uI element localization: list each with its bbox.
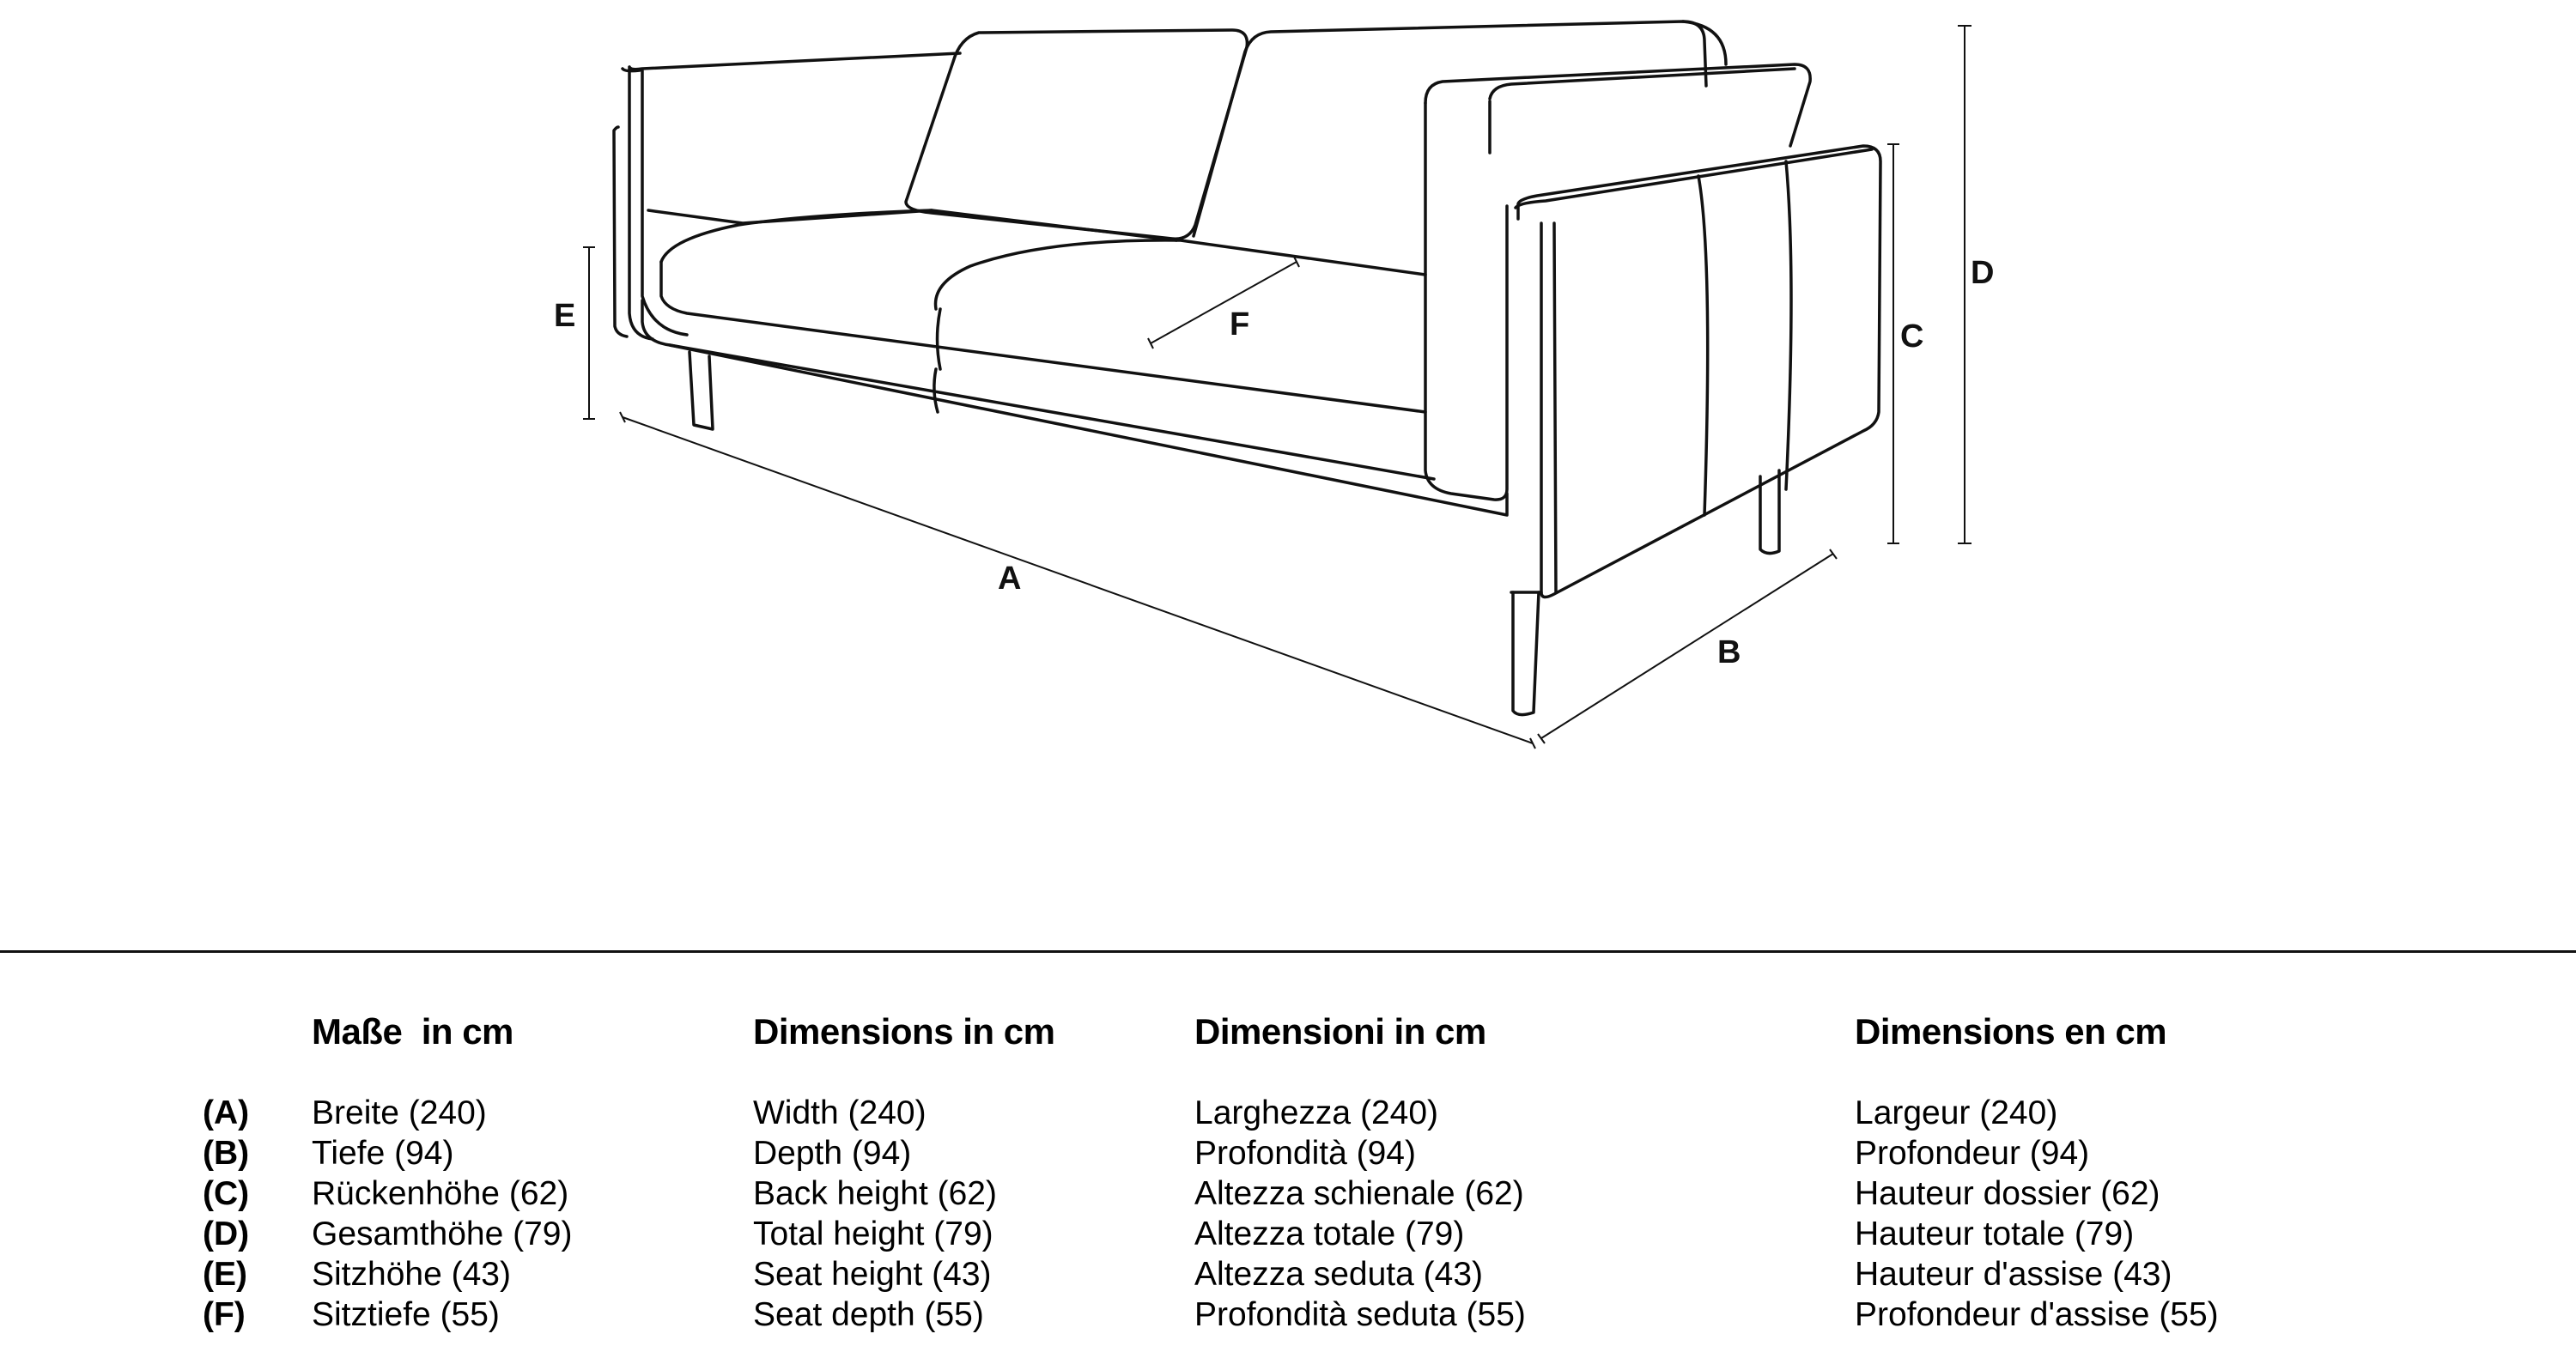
- heading-german: Maße in cm: [312, 1011, 513, 1052]
- legend-item: Hauteur dossier (62): [1855, 1175, 2160, 1212]
- heading-french: Dimensions en cm: [1855, 1011, 2167, 1052]
- legend-item: Seat height (43): [753, 1256, 992, 1293]
- legend-item: Profondeur d'assise (55): [1855, 1296, 2219, 1333]
- legend-item: Sitzhöhe (43): [312, 1256, 511, 1293]
- legend-item: Gesamthöhe (79): [312, 1216, 573, 1252]
- dim-line-b: [1541, 554, 1833, 738]
- letter-e: (E): [203, 1256, 247, 1293]
- dimensions-legend: [0, 953, 2576, 1346]
- letter-a: (A): [203, 1094, 250, 1131]
- letter-c: (C): [203, 1175, 250, 1212]
- letter-f: (F): [203, 1296, 246, 1333]
- back-cushion-left: [906, 30, 1247, 239]
- legend-item: Altezza schienale (62): [1194, 1175, 1524, 1212]
- dim-label-e: E: [554, 298, 576, 334]
- front-rail: [642, 300, 1507, 515]
- legend-item: Hauteur totale (79): [1855, 1216, 2135, 1252]
- dim-label-c: C: [1900, 318, 1924, 355]
- legend-item: Largeur (240): [1855, 1094, 2058, 1131]
- left-armrest: [629, 53, 960, 339]
- legend-item: Seat depth (55): [753, 1296, 984, 1333]
- legend-letters: [203, 1093, 249, 1335]
- legend-item: Tiefe (94): [312, 1135, 454, 1172]
- legend-item: Sitztiefe (55): [312, 1296, 500, 1333]
- dim-line-a: [623, 417, 1533, 743]
- legend-column-english: [753, 1093, 997, 1335]
- dim-line-f: [1151, 262, 1297, 343]
- legend-item: Back height (62): [753, 1175, 997, 1212]
- letter-b: (B): [203, 1135, 250, 1172]
- legend-column-italian: [1194, 1093, 1526, 1335]
- arm-seam: [1698, 176, 1708, 515]
- legend-item: Altezza totale (79): [1194, 1216, 1465, 1252]
- legend-item: Larghezza (240): [1194, 1094, 1439, 1131]
- legend-item: Rückenhöhe (62): [312, 1175, 569, 1212]
- legend-item: Hauteur d'assise (43): [1855, 1256, 2172, 1293]
- legend-column-german: [312, 1093, 573, 1335]
- legend-item: Profondità seduta (55): [1194, 1296, 1526, 1333]
- dim-label-d: D: [1971, 255, 1995, 291]
- legend-item: Depth (94): [753, 1135, 912, 1172]
- heading-italian: Dimensioni in cm: [1194, 1011, 1486, 1052]
- legend-item: Altezza seduta (43): [1194, 1256, 1484, 1293]
- dim-label-b: B: [1717, 634, 1741, 670]
- letter-d: (D): [203, 1216, 250, 1252]
- legend-item: Total height (79): [753, 1216, 993, 1252]
- legend-item: Profondeur (94): [1855, 1135, 2090, 1172]
- legend-item: Width (240): [753, 1094, 927, 1131]
- seat-cushion-left: [661, 210, 1176, 262]
- leg-front-right: [1513, 592, 1539, 715]
- legend-item: Profondità (94): [1194, 1135, 1416, 1172]
- legend-column-french: [1855, 1093, 2219, 1335]
- right-armrest-outer: [1518, 146, 1880, 597]
- seat-cushion-right: [936, 240, 1426, 309]
- leg-front-left: [690, 352, 713, 429]
- right-armrest-inner: [1425, 64, 1810, 146]
- legend-item: Breite (240): [312, 1094, 487, 1131]
- dim-label-f: F: [1230, 306, 1250, 343]
- back-cushion-right: [1194, 21, 1706, 236]
- heading-english: Dimensions in cm: [753, 1011, 1055, 1052]
- dim-label-a: A: [998, 561, 1022, 597]
